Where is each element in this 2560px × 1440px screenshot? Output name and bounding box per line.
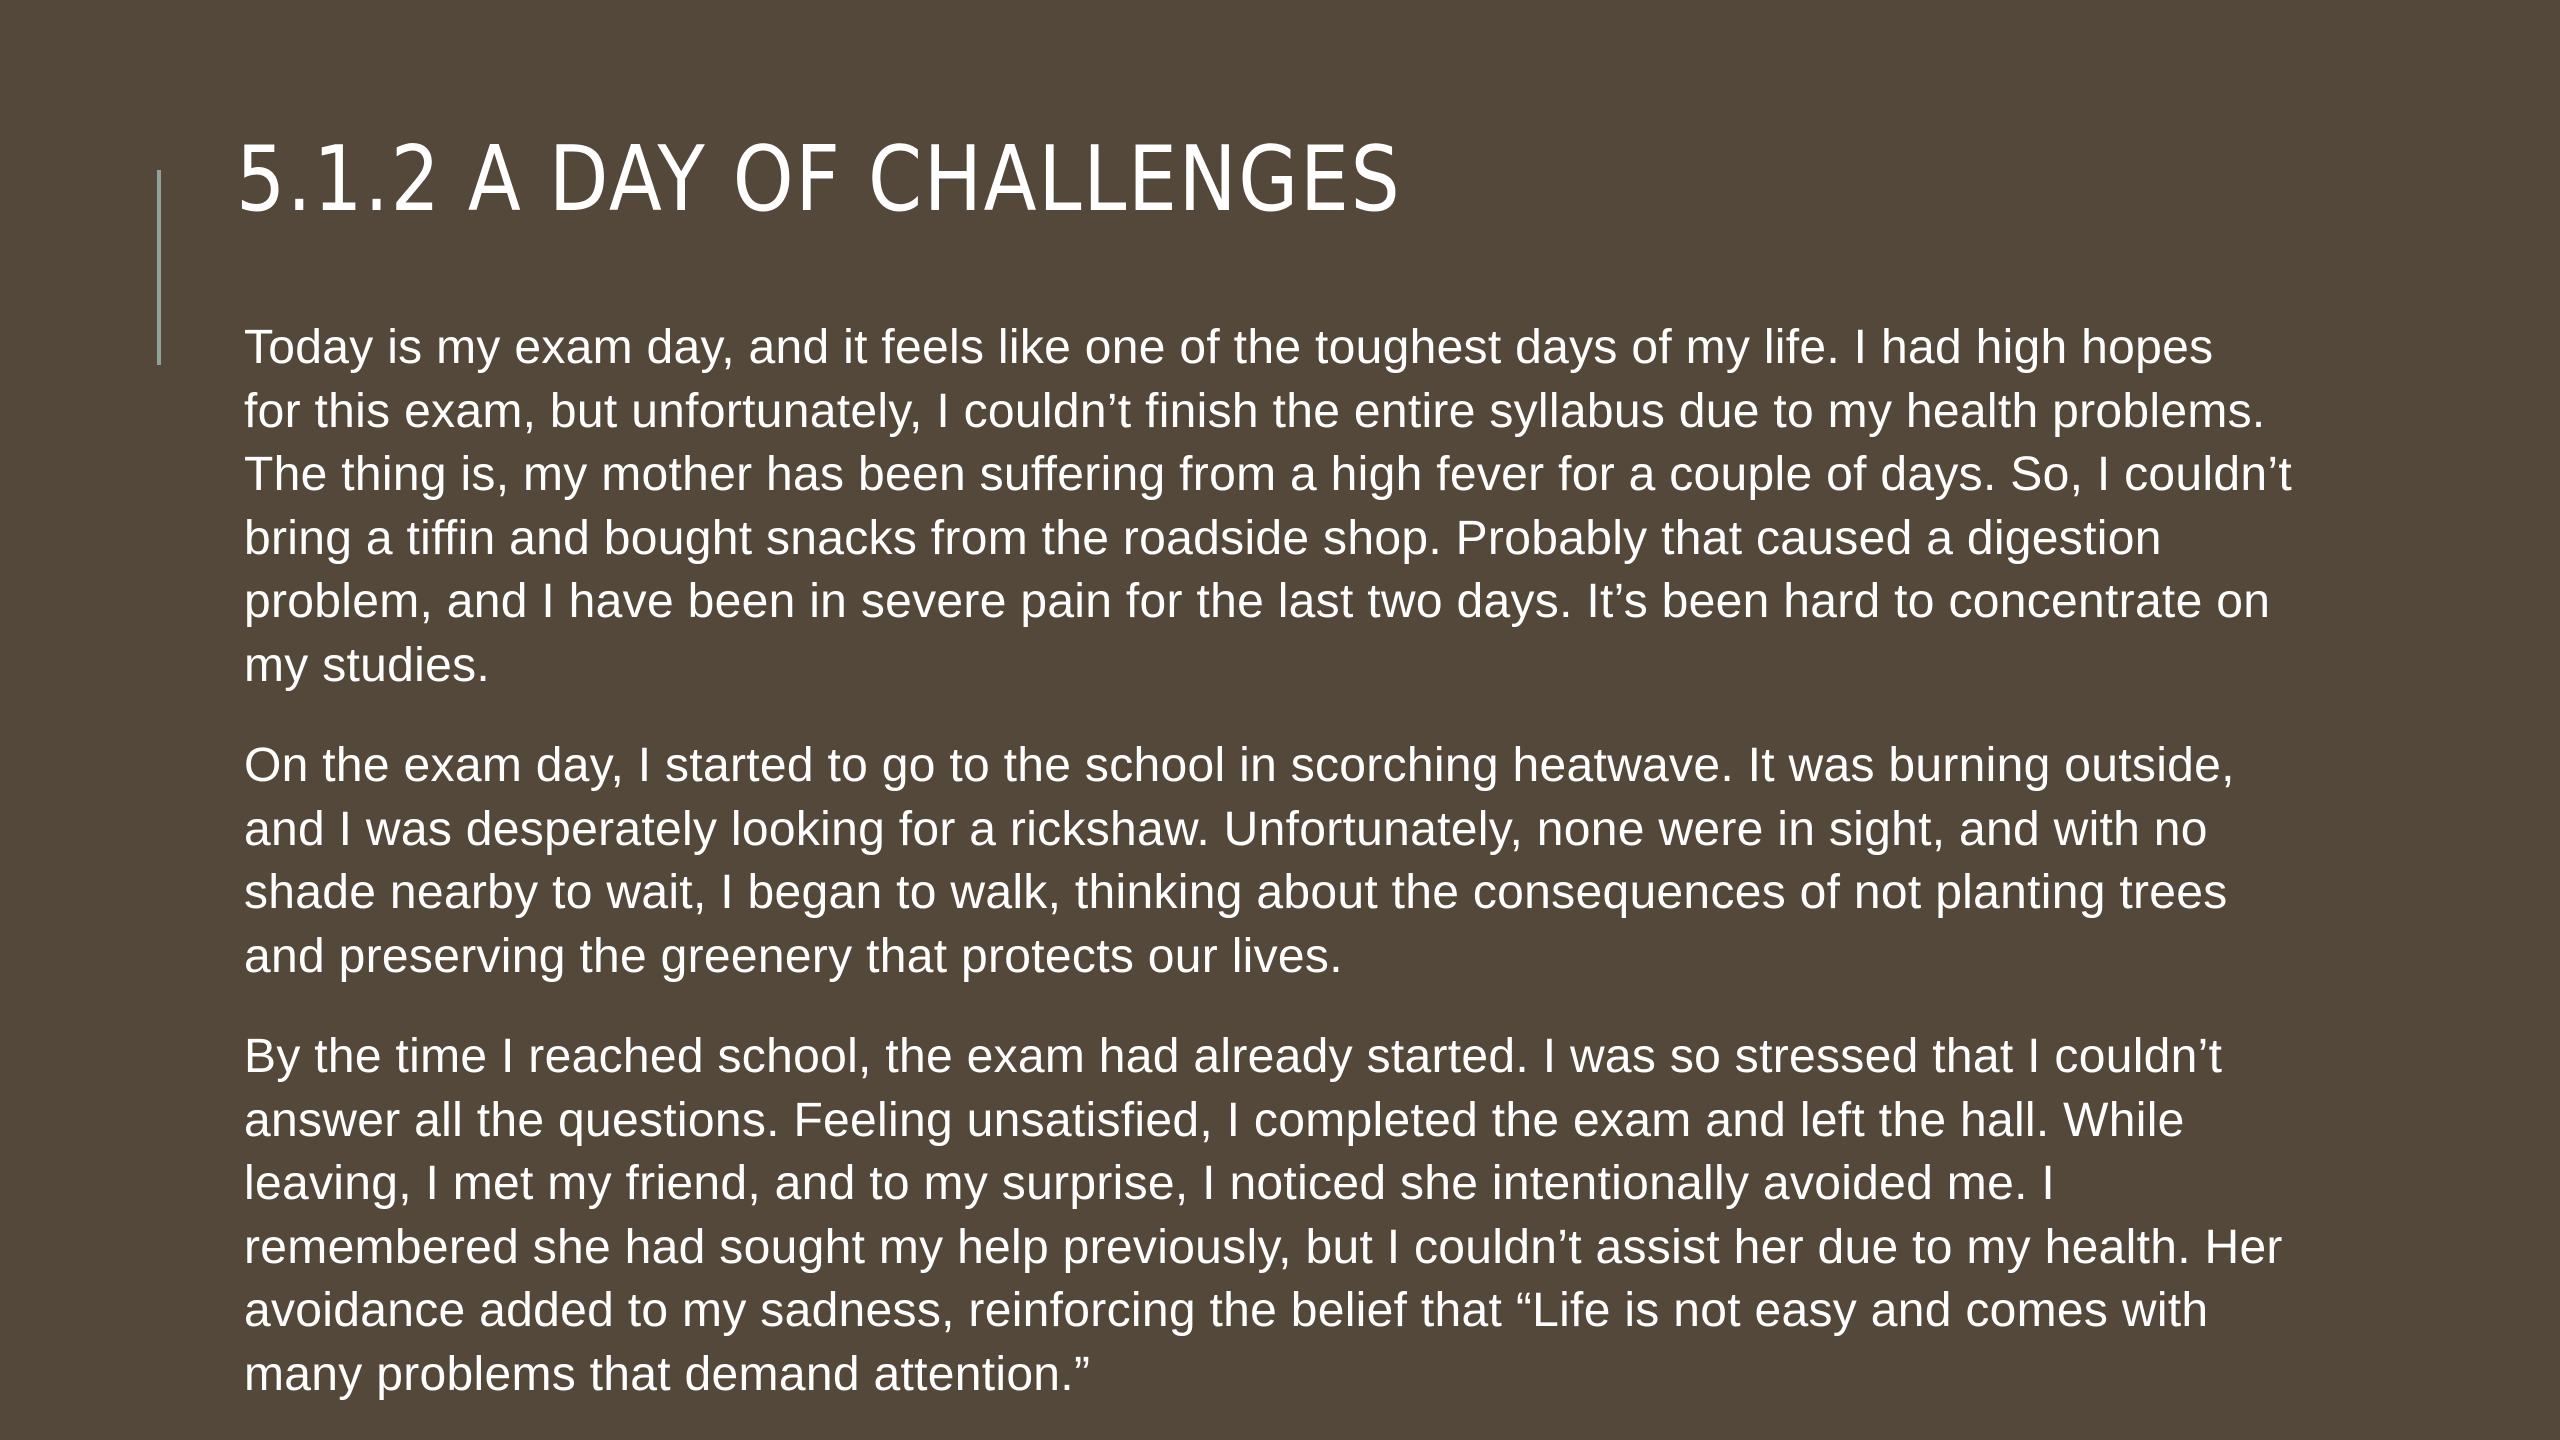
paragraph-line: and preserving the greenery that protects our lives. [244,929,1343,983]
paragraph-2 [244,734,2474,988]
slide-body [244,316,2474,1440]
paragraph-1 [244,316,2474,697]
paragraph-line: remembered she had sought my help previously, but I couldn’t assist her due to my health. Her [244,1220,2283,1274]
title-accent-bar [157,170,161,365]
paragraph-line: and I was desperately looking for a rickshaw. Unfortunately, none were in sight, and with no [244,802,2208,856]
paragraph-3 [244,1025,2474,1406]
paragraph-line: my studies. [244,638,491,692]
paragraph-line: many problems that demand attention.” [244,1347,1091,1401]
paragraph-line: Today is my exam day, and it feels like one of the toughest days of my life. I had high hopes [244,321,2214,374]
paragraph-line: for this exam, but unfortunately, I couldn’t finish the entire syllabus due to my health problems. [244,384,2266,438]
paragraph-line: answer all the questions. Feeling unsatisfied, I completed the exam and left the hall. While [244,1093,2185,1147]
paragraph-line: problem, and I have been in severe pain for the last two days. It’s been hard to concentrate on [244,575,2271,628]
paragraph-line: leaving, I met my friend, and to my surprise, I noticed she intentionally avoided me. I [244,1157,2055,1210]
paragraph-line: The thing is, my mother has been suffering from a high fever for a couple of days. So, I couldn’t [244,448,2292,501]
paragraph-line: By the time I reached school, the exam had already started. I was so stressed that I couldn’t [244,1030,2223,1083]
paragraph-line: bring a tiffin and bought snacks from the roadside shop. Probably that caused a digestion [244,511,2162,565]
paragraph-line: On the exam day, I started to go to the school in scorching heatwave. It was burning outside, [244,739,2235,792]
paragraph-line: avoidance added to my sadness, reinforcing the belief that “Life is not easy and comes with [244,1284,2209,1337]
paragraph-line: shade nearby to wait, I began to walk, thinking about the consequences of not planting trees [244,866,2228,919]
slide-title: 5.1.2 A DAY OF CHALLENGES [236,127,1402,232]
